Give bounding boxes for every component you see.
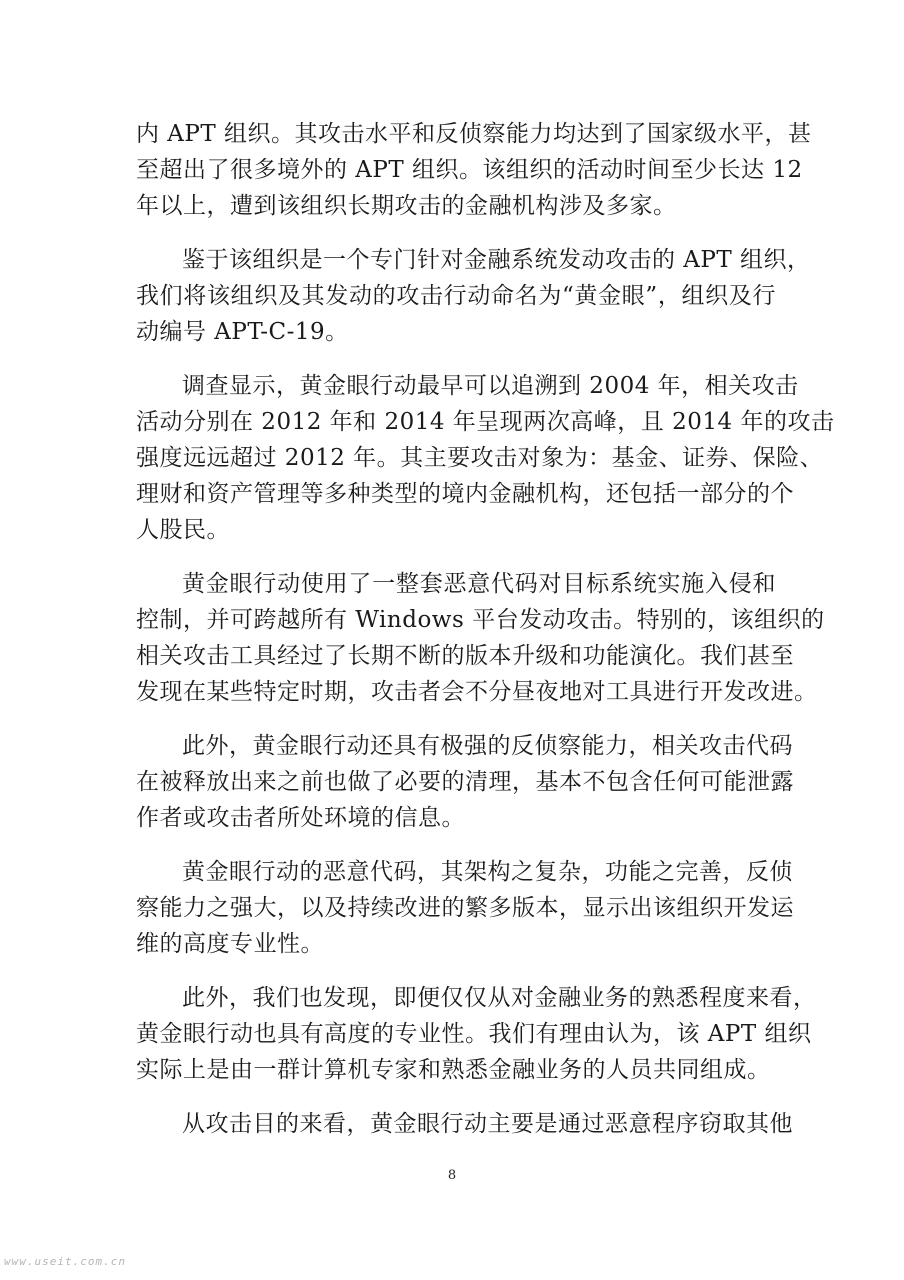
text-line: 年以上，遭到该组织长期攻击的金融机构涉及多家。 [136, 193, 677, 219]
text-line: 内 APT 组织。其攻击水平和反侦察能力均达到了国家级水平，甚 [136, 121, 812, 147]
body-text [136, 116, 835, 1160]
text-line: 调查显示，黄金眼行动最早可以追溯到 2004 年，相关攻击 [182, 373, 799, 399]
text-line: 至超出了很多境外的 APT 组织。该组织的活动时间至少长达 12 [136, 157, 803, 183]
text-line: 理财和资产管理等多种类型的境内金融机构，还包括一部分的个 [136, 481, 794, 507]
text-line: 实际上是由一群计算机专家和熟悉金融业务的人员共同组成。 [136, 1057, 771, 1083]
text-line: 相关攻击工具经过了长期不断的版本升级和功能演化。我们甚至 [136, 643, 794, 669]
text-line: 鉴于该组织是一个专门针对金融系统发动攻击的 APT 组织， [182, 247, 811, 273]
text-line: 动编号 APT-C-19。 [136, 319, 349, 345]
text-line: 黄金眼行动使用了一整套恶意代码对目标系统实施入侵和 [182, 571, 776, 597]
text-line: 黄金眼行动的恶意代码，其架构之复杂，功能之完善，反侦 [182, 859, 793, 885]
paragraph [136, 980, 817, 1088]
paragraph [136, 1106, 793, 1142]
text-line: 作者或攻击者所处环境的信息。 [136, 805, 465, 831]
text-line: 察能力之强大，以及持续改进的繁多版本，显示出该组织开发运 [136, 895, 794, 921]
text-line: 我们将该组织及其发动的攻击行动命名为“黄金眼”，组织及行 [136, 283, 776, 309]
text-line: 发现在某些特定时期，攻击者会不分昼夜地对工具进行开发改进。 [136, 679, 818, 705]
paragraph [136, 566, 825, 710]
text-line: 活动分别在 2012 年和 2014 年呈现两次高峰，且 2014 年的攻击 [136, 409, 835, 435]
watermark: www.useit.com.cn [4, 1255, 126, 1268]
paragraph [136, 728, 794, 836]
text-line: 强度远远超过 2012 年。其主要攻击对象为：基金、证券、保险、 [136, 445, 824, 471]
page-number: 8 [447, 1168, 457, 1183]
text-line: 在被释放出来之前也做了必要的清理，基本不包含任何可能泄露 [136, 769, 794, 795]
text-line: 从攻击目的来看，黄金眼行动主要是通过恶意程序窃取其他 [182, 1111, 793, 1137]
paragraph [136, 242, 811, 350]
text-line: 此外，我们也发现，即便仅仅从对金融业务的熟悉程度来看， [182, 985, 817, 1011]
text-line: 黄金眼行动也具有高度的专业性。我们有理由认为，该 APT 组织 [136, 1021, 812, 1047]
text-line: 控制，并可跨越所有 Windows 平台发动攻击。特别的，该组织的 [136, 607, 825, 633]
paragraph [136, 368, 835, 548]
text-line: 维的高度专业性。 [136, 931, 324, 957]
paragraph [136, 854, 794, 962]
text-line: 人股民。 [136, 517, 230, 543]
paragraph [136, 116, 812, 224]
text-line: 此外，黄金眼行动还具有极强的反侦察能力，相关攻击代码 [182, 733, 793, 759]
